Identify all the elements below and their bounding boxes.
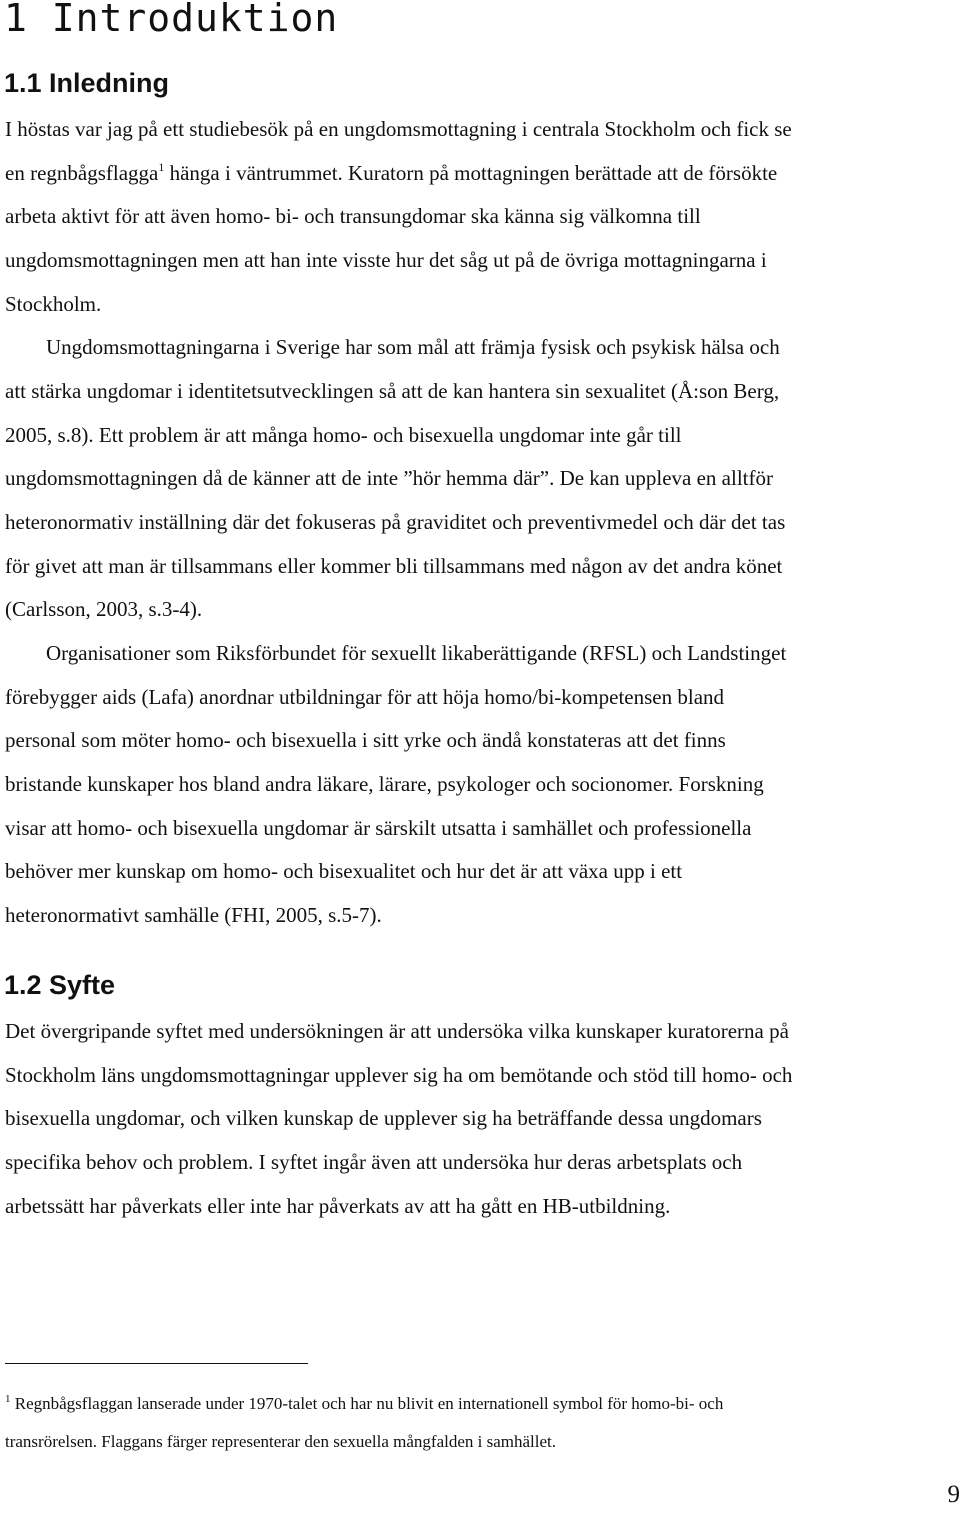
section-heading-inledning: 1.1 Inledning bbox=[4, 68, 170, 98]
page-number: 9 bbox=[947, 1481, 960, 1508]
footnote-separator bbox=[5, 1363, 308, 1364]
paragraph-line: Organisationer som Riksförbundet för sexuellt likaberättigande (RFSL) och Landstinget bbox=[46, 641, 787, 665]
footnote-reference: 1 bbox=[158, 160, 165, 174]
paragraph-line-text: hänga i väntrummet. Kuratorn på mottagningen berättade att de försökte bbox=[169, 161, 778, 185]
footnote-line bbox=[5, 1393, 723, 1415]
paragraph-line: ungdomsmottagningen men att han inte visste hur det såg ut på de övriga mottagningarna i bbox=[5, 248, 767, 272]
paragraph-line bbox=[5, 159, 777, 187]
paragraph-line: personal som möter homo- och bisexuella i sitt yrke och ändå konstateras att det finns bbox=[5, 728, 726, 752]
paragraph-line: Ungdomsmottagningarna i Sverige har som mål att främja fysisk och psykisk hälsa och bbox=[46, 335, 780, 359]
paragraph-line: heteronormativ inställning där det fokuseras på graviditet och preventivmedel och där det tas bbox=[5, 510, 786, 534]
footnote-line: transrörelsen. Flaggans färger representerar den sexuella mångfalden i samhället. bbox=[5, 1432, 557, 1451]
paragraph-line: bristande kunskaper hos bland andra läkare, lärare, psykologer och socionomer. Forskning bbox=[5, 772, 764, 796]
paragraph-line: Det övergripande syftet med undersökningen är att undersöka vilka kunskaper kuratorerna på bbox=[5, 1019, 789, 1043]
paragraph-line: förebygger aids (Lafa) anordnar utbildningar för att höja homo/bi-kompetensen bland bbox=[5, 685, 725, 709]
paragraph-line: arbeta aktivt för att även homo- bi- och transungdomar ska känna sig välkomna till bbox=[5, 204, 701, 228]
paragraph-line: att stärka ungdomar i identitetsutvecklingen så att de kan hantera sin sexualitet (Å:son Berg, bbox=[5, 379, 780, 403]
footnote-text: Regnbågsflaggan lanserade under 1970-talet och har nu blivit en internationell symbol för homo-bi- och bbox=[14, 1394, 724, 1413]
paragraph-line: 2005, s.8). Ett problem är att många homo- och bisexuella ungdomar inte går till bbox=[5, 423, 682, 447]
paragraph-line: för givet att man är tillsammans eller kommer bli tillsammans med någon av det andra könet bbox=[5, 554, 783, 578]
paragraph-line: specifika behov och problem. I syftet ingår även att undersöka hur deras arbetsplats och bbox=[5, 1150, 743, 1174]
paragraph-line: Stockholm. bbox=[5, 292, 102, 316]
paragraph-line-text: en regnbågsflagga bbox=[5, 161, 159, 185]
paragraph-line: behöver mer kunskap om homo- och bisexualitet och hur det är att växa upp i ett bbox=[5, 859, 683, 883]
paragraph-line: Stockholm läns ungdomsmottagningar upplever sig ha om bemötande och stöd till homo- och bbox=[5, 1063, 793, 1087]
paragraph-line: ungdomsmottagningen då de känner att de inte ”hör hemma där”. De kan uppleva en alltför bbox=[5, 466, 773, 490]
paragraph-line: visar att homo- och bisexuella ungdomar är särskilt utsatta i samhället och professionella bbox=[5, 816, 752, 840]
footnote-mark: 1 bbox=[5, 1393, 11, 1405]
paragraph-line: (Carlsson, 2003, s.3-4). bbox=[5, 597, 203, 621]
paragraph-line: I höstas var jag på ett studiebesök på en ungdomsmottagning i centrala Stockholm och fick se bbox=[5, 117, 792, 141]
paragraph-line: heteronormativt samhälle (FHI, 2005, s.5-7). bbox=[5, 903, 382, 927]
chapter-heading: 1 Introduktion bbox=[4, 0, 339, 40]
section-heading-syfte: 1.2 Syfte bbox=[4, 970, 116, 1000]
paragraph-line: bisexuella ungdomar, och vilken kunskap de upplever sig ha beträffande dessa ungdomars bbox=[5, 1106, 762, 1130]
paragraph-line: arbetssätt har påverkats eller inte har påverkats av att ha gått en HB-utbildning. bbox=[5, 1194, 671, 1218]
